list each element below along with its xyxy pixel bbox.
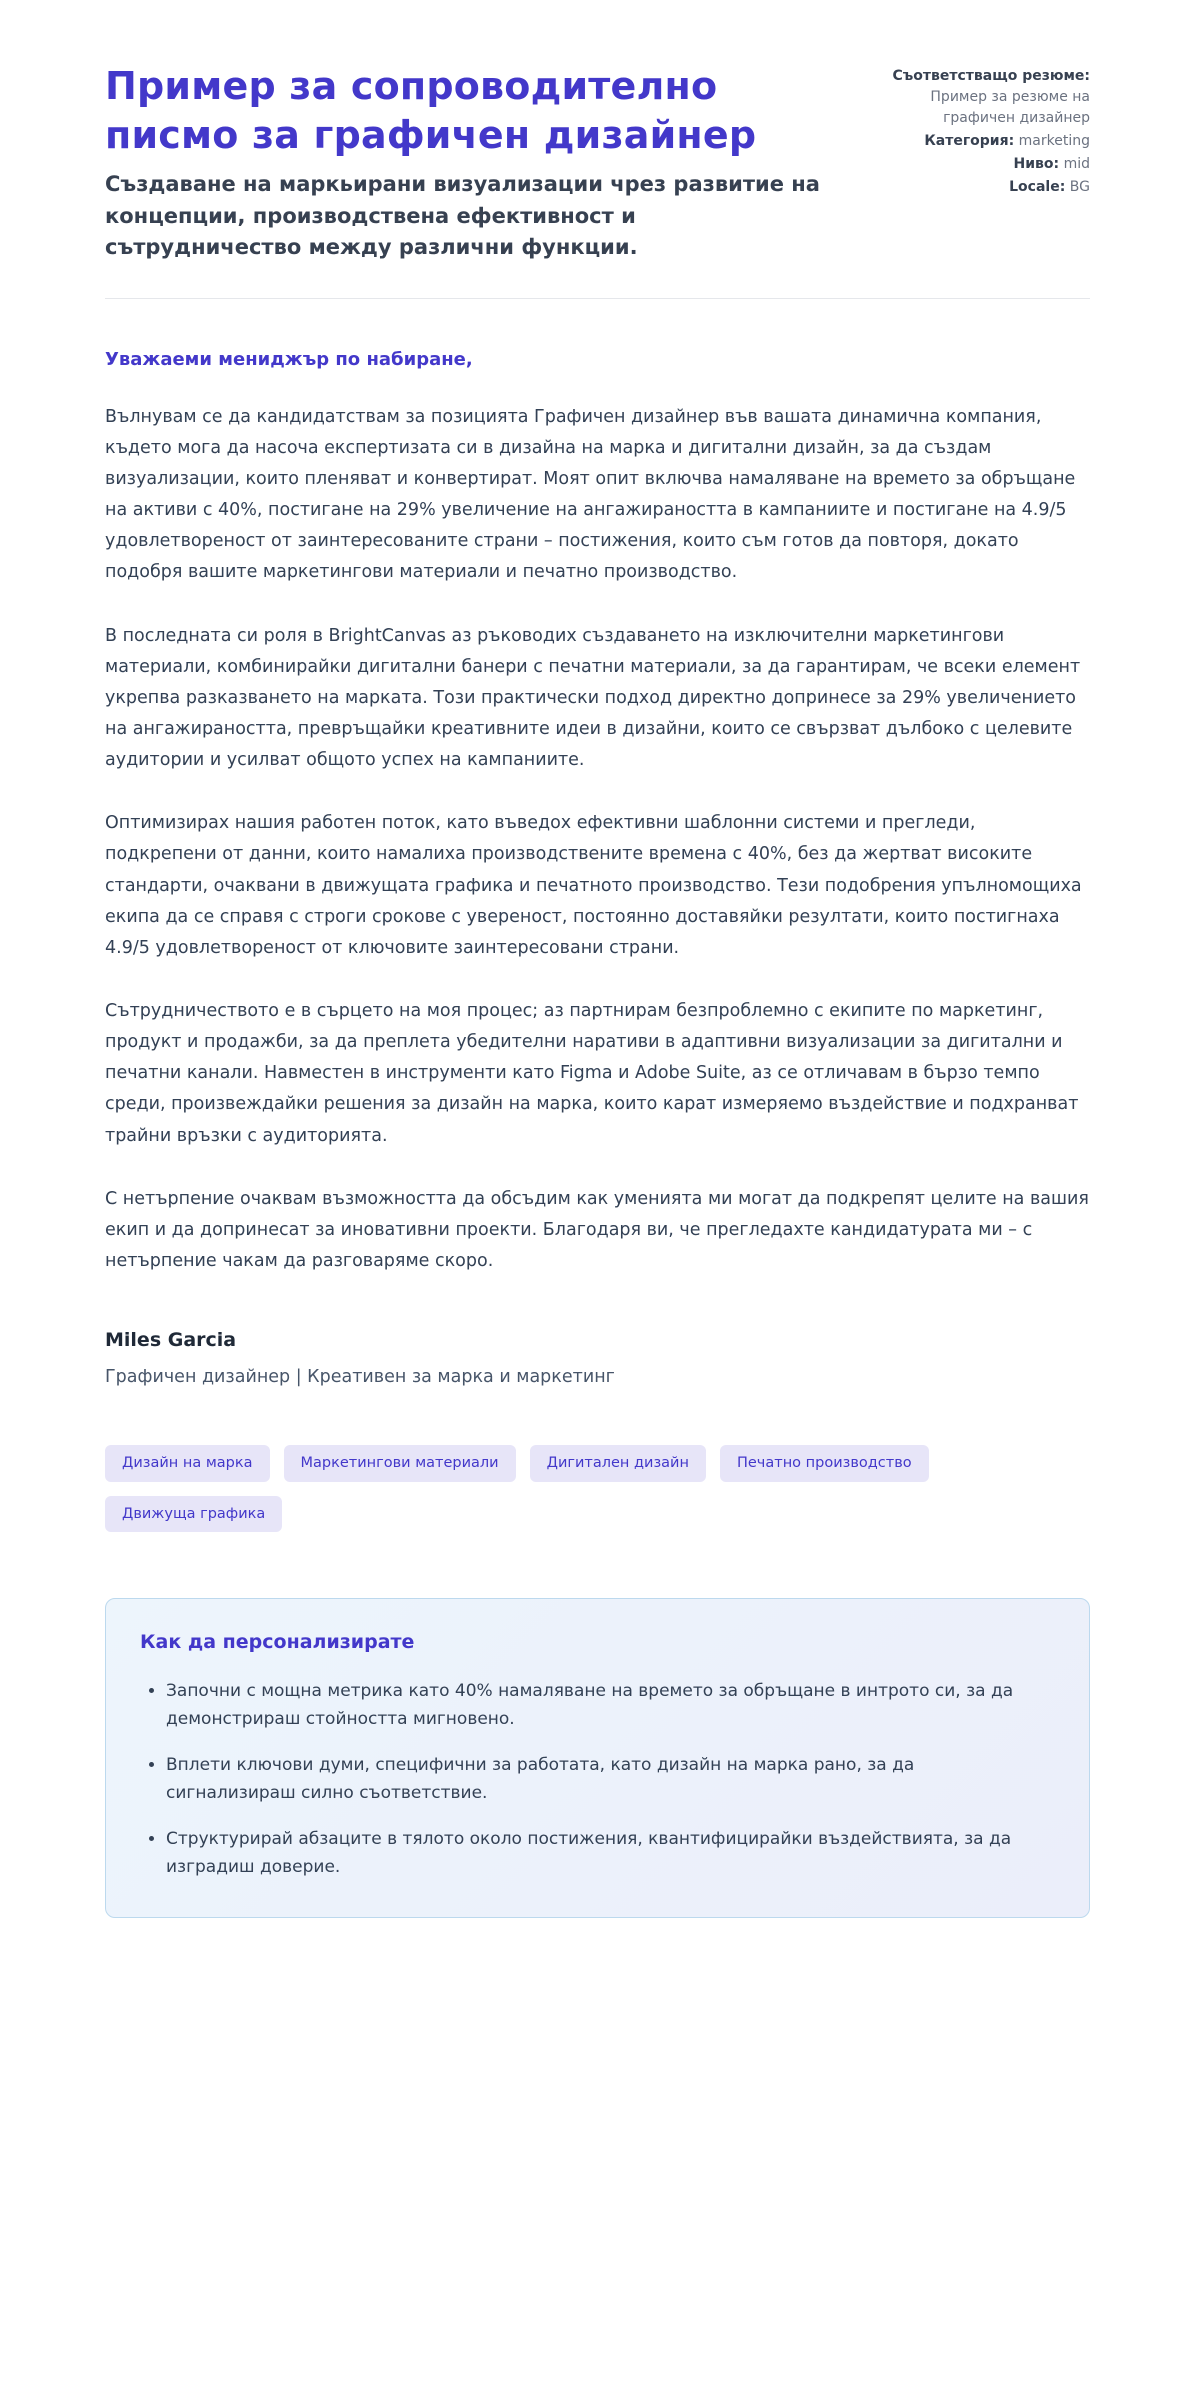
meta-label: Съответстващо резюме:	[892, 68, 1090, 84]
meta-row-category	[868, 131, 1090, 152]
meta-row-locale	[868, 177, 1090, 198]
signature-name: Miles Garcia	[105, 1329, 237, 1352]
tip-item-2: • Вплети ключови думи, специфични за работата, като дизайн на марка рано, за да сигнализираш силно съответствие.	[166, 1751, 1046, 1807]
letter-paragraph-1: Вълнувам се да кандидатствам за позицията Графичен дизайнер във вашата динамична компания, където мога да насоча експертизата си в дизайна на марка и дигитални дизайн, за да създам визуализации, които пленяват и конвертират. Моят опит включва намаляване на времето за обръщане на активи с 40%, постигане на 29% увеличение на ангажираността в кампаниите и постигане на 4.9/5 удовлетвореност от заинтересованите страни – постижения, които съм готов да повторя, докато подобря вашите маркетингови материали и печатно производство.	[105, 406, 1076, 583]
letter-paragraph-3: Оптимизирах нашия работен поток, като въведох ефективни шаблонни системи и прегледи, подкрепени от данни, които намалиха производствените времена с 40%, без да жертват високите стандарти, очаквани в движущата графика и печатното производство. Тези подобрения упълномощиха екипа да се справя с строги срокове с увереност, постоянно доставяйки резултати, които постигнаха 4.9/5 удовлетвореност от ключовите заинтересовани страни.	[105, 813, 1082, 958]
meta-row-matching-resume	[868, 66, 1090, 129]
tag-motion-graphics: Движуща графика	[105, 1496, 282, 1533]
meta-value: marketing	[1018, 133, 1090, 149]
signature-role: Графичен дизайнер | Креативен за марка и маркетинг	[105, 1367, 615, 1388]
letter-paragraph-2: В последната си роля в BrightCanvas аз ръководих създаването на изключителни маркетингови материали, комбинирайки дигитални банери с печатни материали, за да гарантирам, че всеки елемент укрепва разказването на марката. Този практически подход директно допринесе за 29% увеличението на ангажираността, превръщайки креативните идеи в дизайни, които се свързват дълбоко с целевите аудитории и усилват общото успех на кампаниите.	[105, 625, 1081, 771]
header-title-block	[105, 62, 820, 264]
meta-label: Категория:	[924, 133, 1015, 149]
letter-body	[105, 349, 1090, 1387]
meta-value: BG	[1069, 179, 1090, 195]
meta-value: Пример за резюме на графичен дизайнер	[930, 89, 1090, 126]
personalization-tip-list	[140, 1677, 1053, 1881]
personalization-box	[105, 1598, 1090, 1918]
letter-greeting: Уважаеми мениджър по набиране,	[105, 348, 473, 370]
page-subtitle: Създаване на маркьирани визуализации чрез развитие на концепции, производствена ефективност и сътрудничество между различни функции.	[105, 172, 820, 260]
personalization-title: Как да персонализирате	[140, 1631, 415, 1654]
meta-row-level	[868, 154, 1090, 175]
tag-brand-design: Дизайн на марка	[105, 1445, 270, 1482]
meta-label: Ниво:	[1013, 156, 1060, 172]
tip-item-3: • Структурирай абзаците в тялото около постижения, квантифицирайки въздействията, за да изградиш доверие.	[166, 1825, 1046, 1881]
tag-marketing-materials: Маркетингови материали	[284, 1445, 516, 1482]
tag-digital-design: Дигитален дизайн	[530, 1445, 706, 1482]
tag-list	[105, 1445, 1055, 1532]
meta-label: Locale:	[1009, 179, 1066, 195]
page-header	[105, 62, 1090, 264]
letter-paragraph-4: Сътрудничеството е в сърцето на моя процес; аз партнирам безпроблемно с екипите по маркетинг, продукт и продажби, за да преплета убедителни наративи в адаптивни визуализации за дигитални и печатни канали. Навместен в инструменти като Figma и Adobe Suite, аз се отличавам в бързо темпо среди, произвеждайки решения за дизайн на марка, които карат измеряемо въздействие и подхранват трайни връзки с аудиторията.	[105, 1001, 1079, 1146]
tip-item-1: • Започни с мощна метрика като 40% намаляване на времето за обръщане в интрото си, за да демонстрираш стойността мигновено.	[166, 1677, 1046, 1733]
meta-panel	[868, 62, 1090, 200]
meta-value: mid	[1063, 156, 1090, 172]
header-divider	[105, 298, 1090, 299]
tag-print-production: Печатно производство	[720, 1445, 929, 1482]
page-title: Пример за сопроводително писмо за графичен дизайнер	[105, 64, 757, 157]
letter-paragraph-5: С нетърпение очаквам възможността да обсъдим как уменията ми могат да подкрепят целите на вашия екип и да допринесат за иновативни проекти. Благодаря ви, че прегледахте кандидатурата ми – с нетърпение чакам да разговаряме скоро.	[105, 1188, 1089, 1271]
